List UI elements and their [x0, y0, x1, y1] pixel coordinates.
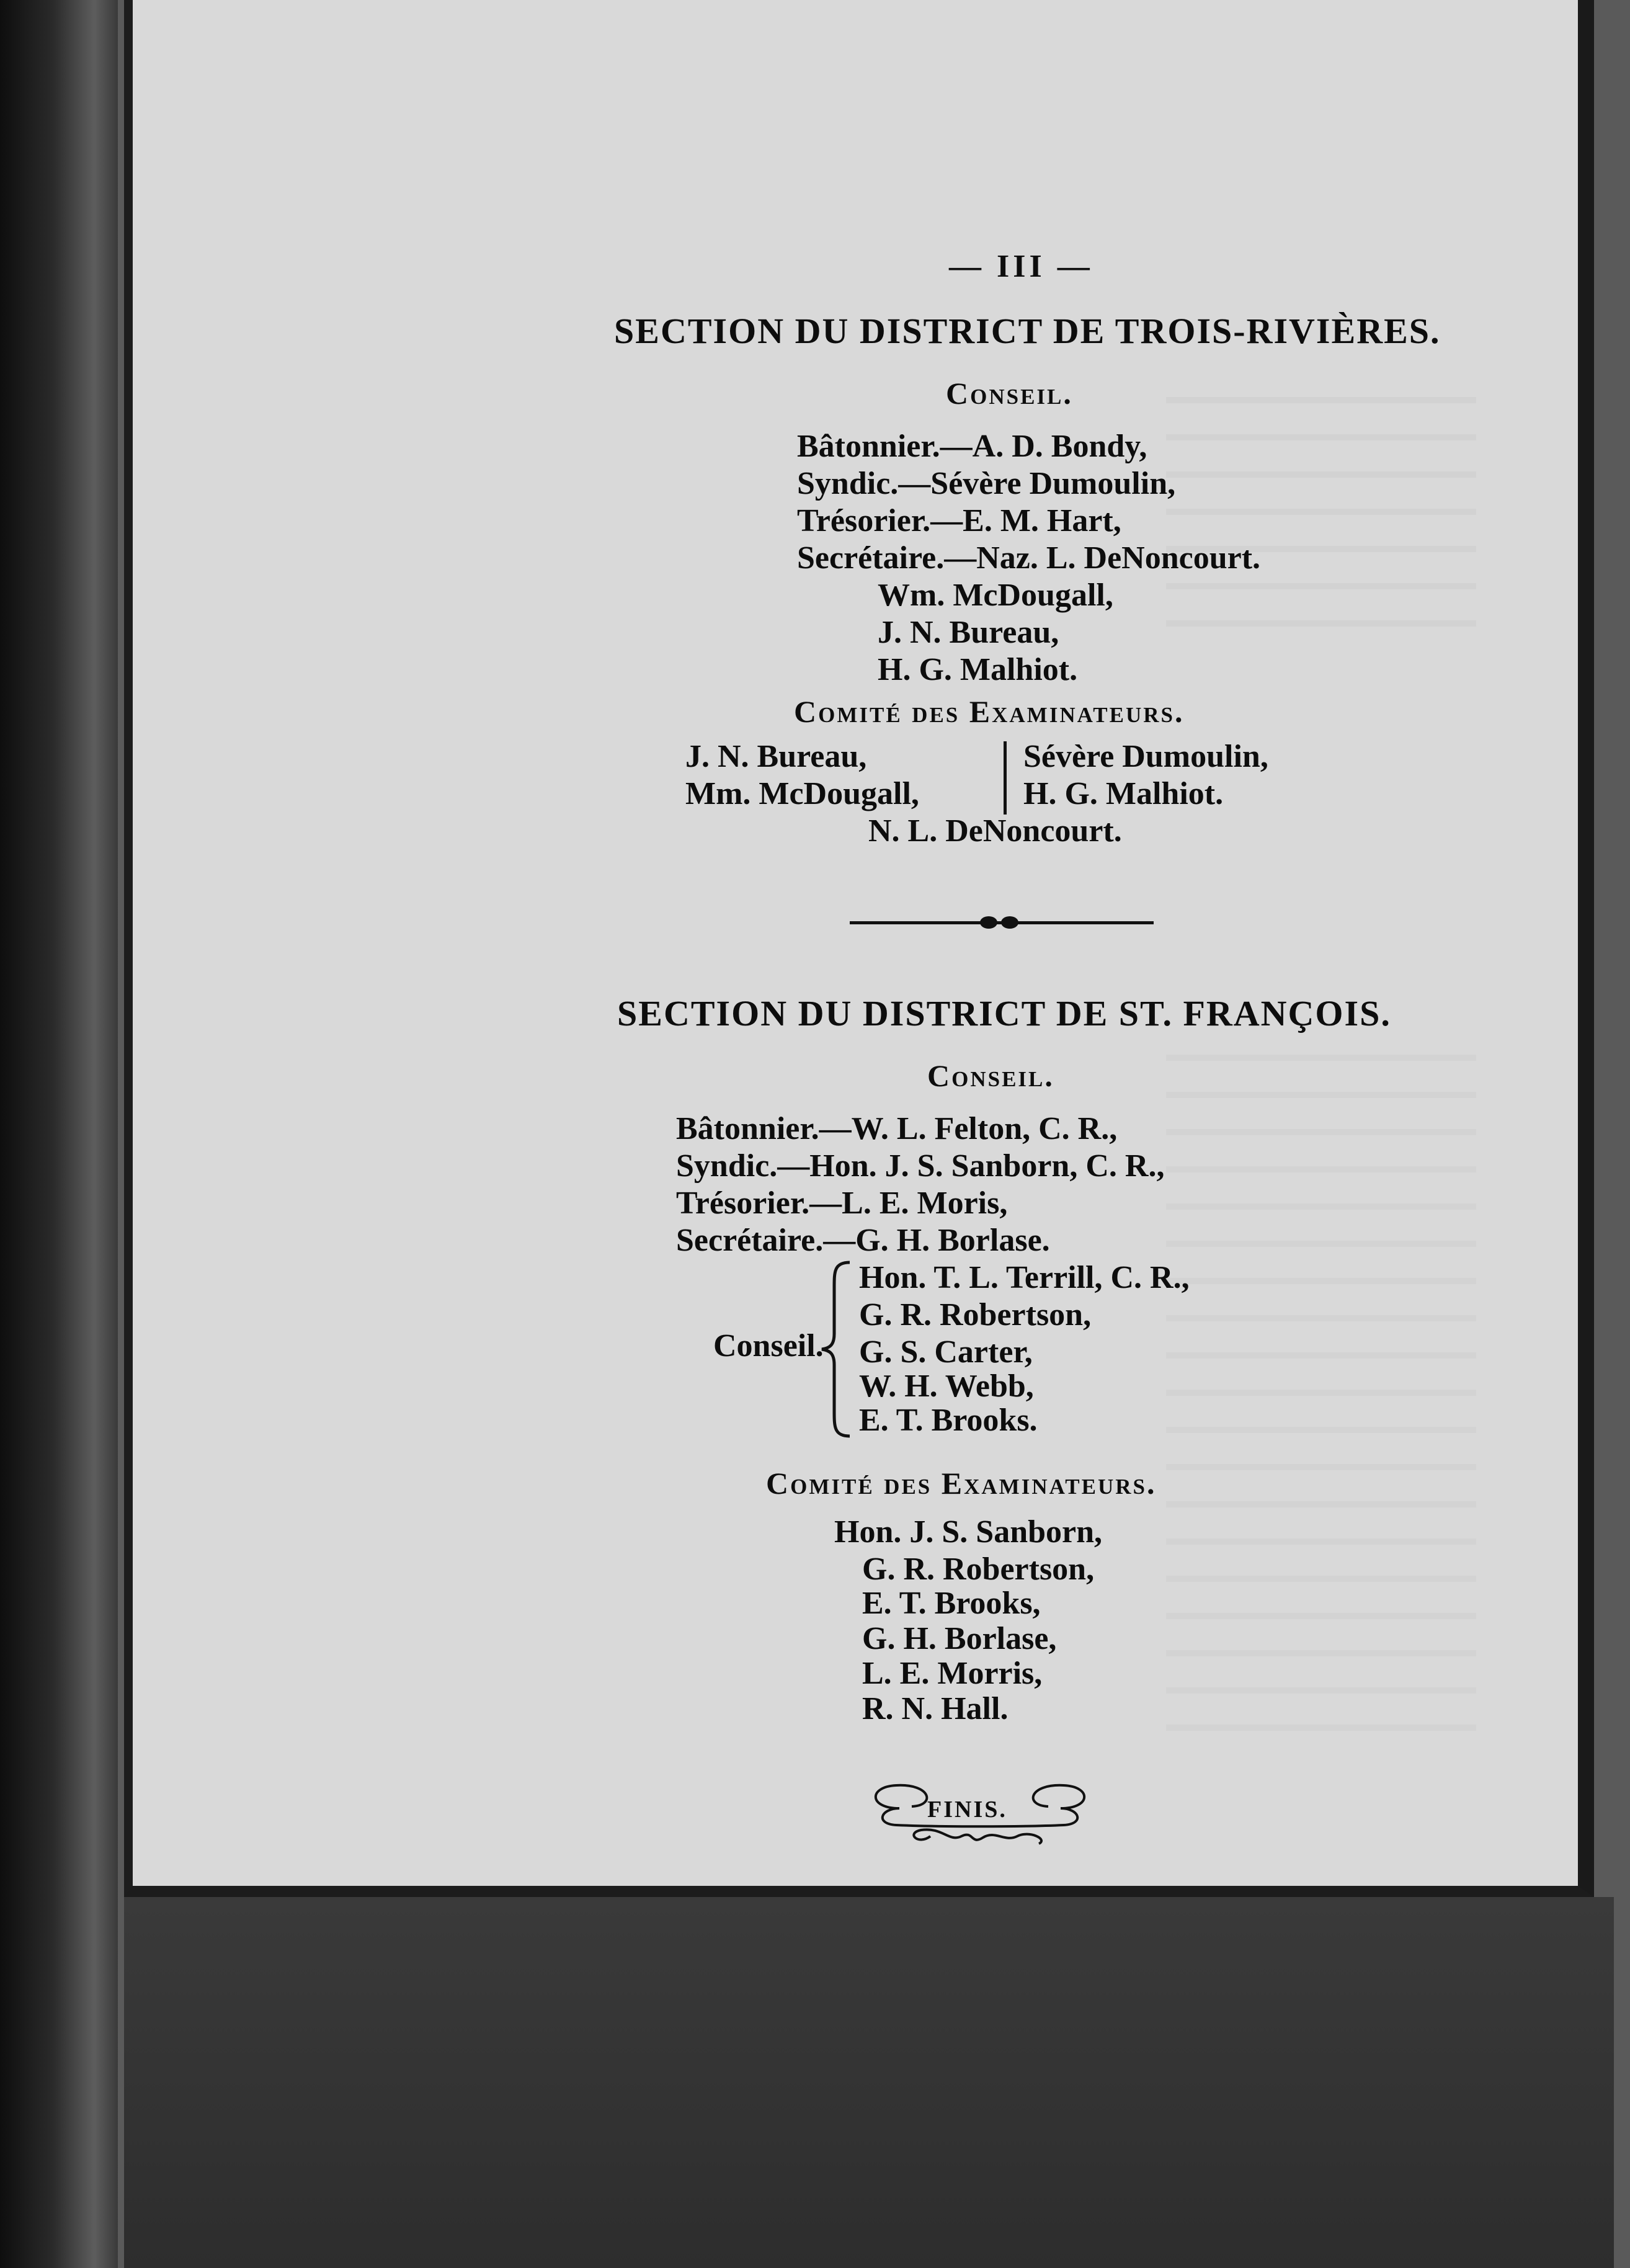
examiner-tr-last: N. L. DeNoncourt. [868, 813, 1122, 849]
examiner-sf-6: R. N. Hall. [862, 1691, 1009, 1726]
section-title-st-francois: SECTION DU DISTRICT DE ST. FRANÇOIS. [617, 993, 1391, 1034]
officer-secretaire-tr: Secrétaire.—Naz. L. DeNoncourt. [797, 540, 1261, 576]
book-spine [0, 0, 118, 2268]
examiner-tr-right-2: H. G. Malhiot. [1023, 776, 1224, 811]
examiner-sf-4: G. H. Borlase, [862, 1621, 1057, 1656]
bleed-through-decoration-2 [1166, 1055, 1476, 1737]
conseil-member-sf-4: W. H. Webb, [859, 1368, 1034, 1404]
member-tr-3: H. G. Malhiot. [878, 652, 1078, 687]
examiner-sf-1: Hon. J. S. Sanborn, [834, 1514, 1103, 1550]
ornamental-rule [850, 913, 1154, 932]
examiner-sf-2: G. R. Robertson, [862, 1551, 1095, 1587]
examiners-divider [1004, 741, 1007, 815]
officer-batonnier-sf: Bâtonnier.—W. L. Felton, C. R., [676, 1111, 1118, 1146]
officer-syndic-sf: Syndic.—Hon. J. S. Sanborn, C. R., [676, 1148, 1165, 1184]
officer-batonnier-tr: Bâtonnier.—A. D. Bondy, [797, 429, 1147, 464]
conseil-heading-trois-rivieres: Conseil. [946, 376, 1073, 411]
page-number: — III — [949, 249, 1093, 284]
officer-tresorier-tr: Trésorier.—E. M. Hart, [797, 503, 1121, 538]
member-tr-1: Wm. McDougall, [878, 578, 1113, 613]
examiner-tr-right-1: Sévère Dumoulin, [1023, 739, 1268, 774]
conseil-member-sf-5: E. T. Brooks. [859, 1403, 1038, 1438]
finis-label: FINIS. [927, 1797, 1007, 1823]
officer-tresorier-sf: Trésorier.—L. E. Moris, [676, 1185, 1008, 1221]
officer-syndic-tr: Syndic.—Sévère Dumoulin, [797, 466, 1176, 501]
conseil-heading-st-francois: Conseil. [927, 1058, 1054, 1093]
examiner-sf-5: L. E. Morris, [862, 1656, 1043, 1691]
examiners-heading-st-francois: Comité des Examinateurs. [766, 1466, 1157, 1501]
conseil-member-sf-1: Hon. T. L. Terrill, C. R., [859, 1260, 1190, 1295]
conseil-label-sf: Conseil. [713, 1328, 824, 1364]
examiner-sf-3: E. T. Brooks, [862, 1586, 1041, 1621]
conseil-member-sf-2: G. R. Robertson, [859, 1297, 1092, 1333]
examiners-heading-trois-rivieres: Comité des Examinateurs. [794, 694, 1185, 729]
curly-brace-icon [819, 1259, 856, 1439]
officer-secretaire-sf: Secrétaire.—G. H. Borlase. [676, 1223, 1050, 1258]
member-tr-2: J. N. Bureau, [878, 615, 1059, 650]
page-bottom-shadow [124, 1897, 1614, 2268]
examiner-tr-left-2: Mm. McDougall, [685, 776, 919, 811]
examiner-tr-left-1: J. N. Bureau, [685, 739, 867, 774]
conseil-member-sf-3: G. S. Carter, [859, 1334, 1033, 1370]
bleed-through-decoration [1166, 397, 1476, 645]
section-title-trois-rivieres: SECTION DU DISTRICT DE TROIS-RIVIÈRES. [614, 311, 1441, 351]
